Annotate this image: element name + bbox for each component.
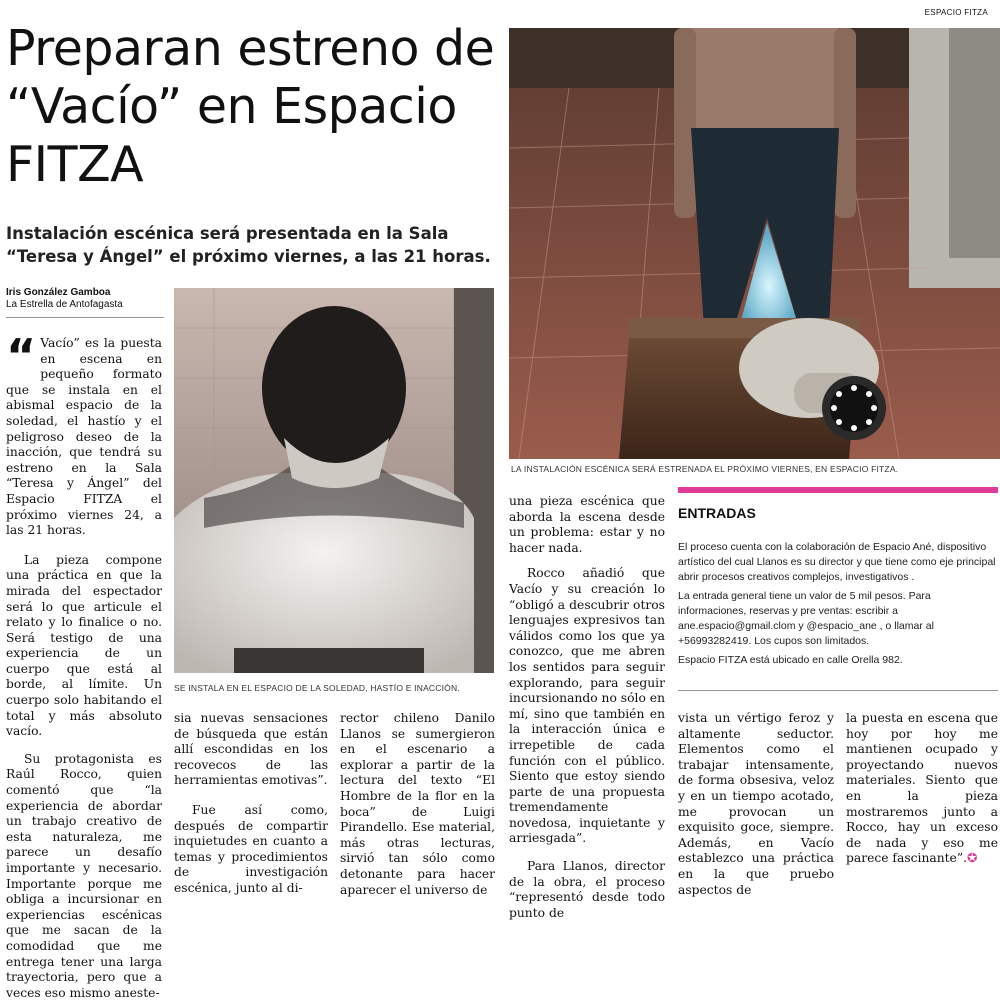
paragraph: Su protagonista es Raúl Rocco, quien comentó que “la experiencia de abordar un trabajo creativo de esta naturaleza, me parece un desafío importante y necesario. Importante porque me obliga a incursionar en experiencias escénicas que me sacan de la comodidad que me entrega tener una larga trayectoria, pero que a veces eso mismo aneste- xyxy=(6,751,162,1000)
paragraph: La pieza compone una práctica en que la mirada del espectador será lo que articule el relato y lo finalice o no. Será testigo de una experiencia de un cuerpo que está al borde, al límite. Un cuerpo solo habitando el total y más absoluto vacío. xyxy=(6,552,162,739)
byline xyxy=(6,287,123,311)
author-name: Iris González Gamboa xyxy=(6,287,111,298)
sidebar-divider xyxy=(678,690,998,691)
article-column-4 xyxy=(509,494,665,921)
paragraph: rector chileno Danilo Llanos se sumergieron en el escenario a explorar a partir de la lectura del texto “El Hombre de la flor en la boca” de Luigi Pirandello. Ese material, más otras lecturas, sirvió tan sólo como detonante para hacer aparecer el universo de xyxy=(340,711,495,897)
article-column-1 xyxy=(6,329,162,1001)
paragraph: Para Llanos, director de la obra, el proceso “representó desde todo punto de xyxy=(509,859,665,920)
headline: Preparan estreno de “Vacío” en Espacio FITZA xyxy=(6,20,495,193)
paragraph: Fue así como, después de compartir inquietudes en cuanto a temas y procedimientos de investigación escénica, junto al di- xyxy=(174,802,328,895)
article-column-5 xyxy=(678,711,834,898)
photo-actor-back xyxy=(174,288,494,673)
paragraph-text: la puesta en escena que hoy por hoy me mantienen ocupado y proyectando nuevos materiales. Siento que en la pieza mostraremos junto a Rocco, hay un exceso de nada y eso me parece fascinante”. xyxy=(846,711,998,866)
section-kicker: ESPACIO FITZA xyxy=(924,8,988,17)
sidebar-paragraph: El proceso cuenta con la colaboración de Espacio Ané, dispositivo artístico del cual Llanos es su director y que tiene como eje principal abrir procesos creativos complejos, investigativos . xyxy=(678,541,996,583)
paragraph: una pieza escénica que aborda la escena desde un problema: estar y no hacer nada. xyxy=(509,494,665,555)
paragraph: sia nuevas sensaciones de búsqueda que están allí escondidas en los recovecos de las herramientas emotivas”. xyxy=(174,711,328,788)
subheadline: Instalación escénica será presentada en la Sala “Teresa y Ángel” el próximo viernes, a las 21 horas. xyxy=(6,224,491,266)
article-column-6 xyxy=(846,711,998,867)
sidebar-paragraph: Espacio FITZA está ubicado en calle Orella 982. xyxy=(678,654,903,666)
paragraph: Rocco añadió que Vacío y su creación lo “obligó a descubrir otros lenguajes expresivos tan válidos como los que ya conozco, que me abren los sentidos para seguir explorando, para seguir incursionando no sólo en mí, sino que también en la interacción única e irrepetible de cada función con el público. Siento que estoy siendo parte de una propuesta tremendamente novedosa, inquietante y arriesgada”. xyxy=(509,566,665,846)
sidebar-body xyxy=(678,540,996,672)
photo-actor-caption: SE INSTALA EN EL ESPACIO DE LA SOLEDAD, HASTÍO E INACCIÓN. xyxy=(174,683,460,693)
paragraph xyxy=(6,329,162,539)
paragraph xyxy=(846,711,998,867)
byline-divider xyxy=(6,317,164,318)
photo-installation-caption: LA INSTALACIÓN ESCÉNICA SERÁ ESTRENADA EL PRÓXIMO VIERNES, EN ESPACIO FITZA. xyxy=(511,464,899,474)
sidebar-title: ENTRADAS xyxy=(678,505,756,521)
article-column-3 xyxy=(340,711,495,898)
paragraph: vista un vértigo feroz y altamente seductor. Elementos como el trabajar intensamente, de forma obsesiva, veloz y en un tiempo acotado, me provocan un exquisito goce, siempre. Además, en Vacío establezco una práctica en la que pruebo aspectos de xyxy=(678,711,834,897)
sidebar-paragraph: La entrada general tiene un valor de 5 mil pesos. Para informaciones, reservas y pre ventas: escribir a ane.espacio@gmail.clom y @espacio_ane , o llamar al +56993282419. Los cupos son limitados. xyxy=(678,590,934,647)
dropcap: “ xyxy=(6,329,37,383)
accent-bar xyxy=(678,487,998,493)
paragraph-text: Vacío” es la puesta en escena en pequeño formato que se instala en el abismal espacio de la soledad, el hastío y el peligroso deseo de la inacción, que tendrá su estreno en la Sala “Teresa y Ángel” del Espacio FITZA el próximo viernes 24, a las 21 horas. xyxy=(6,336,162,538)
photo-installation xyxy=(509,28,1000,459)
article-column-2 xyxy=(174,711,328,897)
author-outlet: La Estrella de Antofagasta xyxy=(6,299,123,310)
end-mark-icon: ✪ xyxy=(967,851,978,866)
